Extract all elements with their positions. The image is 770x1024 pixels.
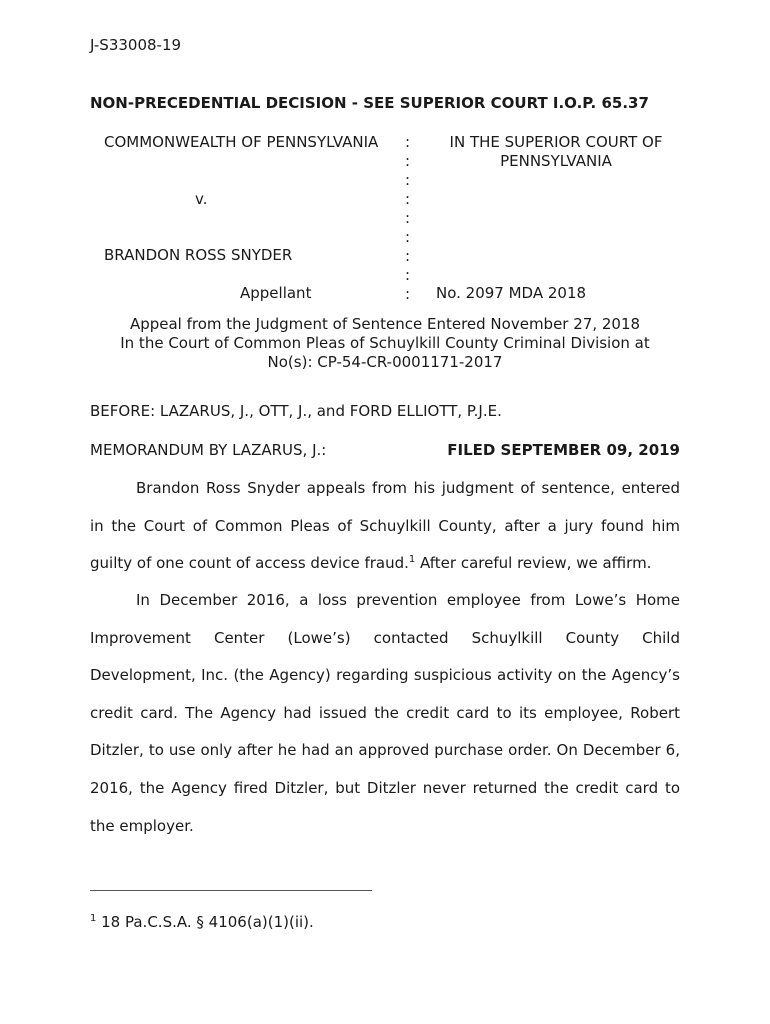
- case-number: No. 2097 MDA 2018: [436, 284, 587, 302]
- appeal-line3: No(s): CP-54-CR-0001171-2017: [267, 353, 503, 371]
- footnote-reference[interactable]: 1: [408, 554, 416, 566]
- footnote-number: 1: [90, 913, 97, 924]
- caption-colon: :: [405, 190, 411, 208]
- filed-date: FILED SEPTEMBER 09, 2019: [447, 441, 680, 459]
- appeal-line2: In the Court of Common Pleas of Schuylkill County Criminal Division at: [120, 334, 650, 352]
- caption-colon: :: [405, 266, 411, 284]
- caption-colon: :: [405, 133, 411, 151]
- caption-versus: v.: [195, 190, 208, 208]
- body-paragraph-1: [90, 470, 680, 583]
- court-name: [436, 133, 676, 171]
- footnote-text: 18 Pa.C.S.A. § 4106(a)(1)(ii).: [96, 913, 314, 931]
- court-name-line1: IN THE SUPERIOR COURT OF: [449, 133, 663, 151]
- caption-colon: :: [405, 171, 411, 189]
- appeal-line1: Appeal from the Judgment of Sentence Entered November 27, 2018: [129, 315, 641, 333]
- non-precedential-notice: NON-PRECEDENTIAL DECISION - SEE SUPERIOR COURT I.O.P. 65.37: [90, 94, 649, 112]
- footnote: [90, 913, 314, 931]
- footnote-divider: [90, 890, 372, 891]
- paragraph-1-text: Brandon Ross Snyder appeals from his judgment of sentence, entered in the Court of Common Pleas of Schuylkill County, after a jury found him guilty of one count of access device fraud.: [90, 479, 680, 573]
- caption-colon: :: [405, 285, 411, 303]
- panel-judges: BEFORE: LAZARUS, J., OTT, J., and FORD ELLIOTT, P.J.E.: [90, 402, 502, 420]
- court-name-line2: PENNSYLVANIA: [500, 152, 612, 170]
- caption-plaintiff: COMMONWEALTH OF PENNSYLVANIA: [104, 133, 379, 151]
- docket-number: J-S33008-19: [90, 36, 182, 54]
- body-paragraph-2: [90, 582, 680, 845]
- paragraph-1-tail: After careful review, we affirm.: [415, 554, 652, 573]
- memorandum-author: MEMORANDUM BY LAZARUS, J.:: [90, 441, 327, 459]
- paragraph-2-text: In December 2016, a loss prevention employee from Lowe’s Home Improvement Center (Lowe’s) contacted Schuylkill County Child Development, Inc. (the Agency) regarding suspicious activity on the Agency’s credit card. The Agency had issued the credit card to its employee, Robert Ditzler, to use only after he had an approved purchase order. On December 6, 2016, the Agency fired Ditzler, but Ditzler never returned the credit card to the employer.: [90, 591, 680, 835]
- appeal-description: [90, 315, 680, 372]
- caption-appellant-role: Appellant: [240, 284, 312, 302]
- caption-defendant: BRANDON ROSS SNYDER: [104, 246, 293, 264]
- caption-colon: :: [405, 247, 411, 265]
- caption-colon: :: [405, 228, 411, 246]
- caption-colon: :: [405, 209, 411, 227]
- caption-colon: :: [405, 152, 411, 170]
